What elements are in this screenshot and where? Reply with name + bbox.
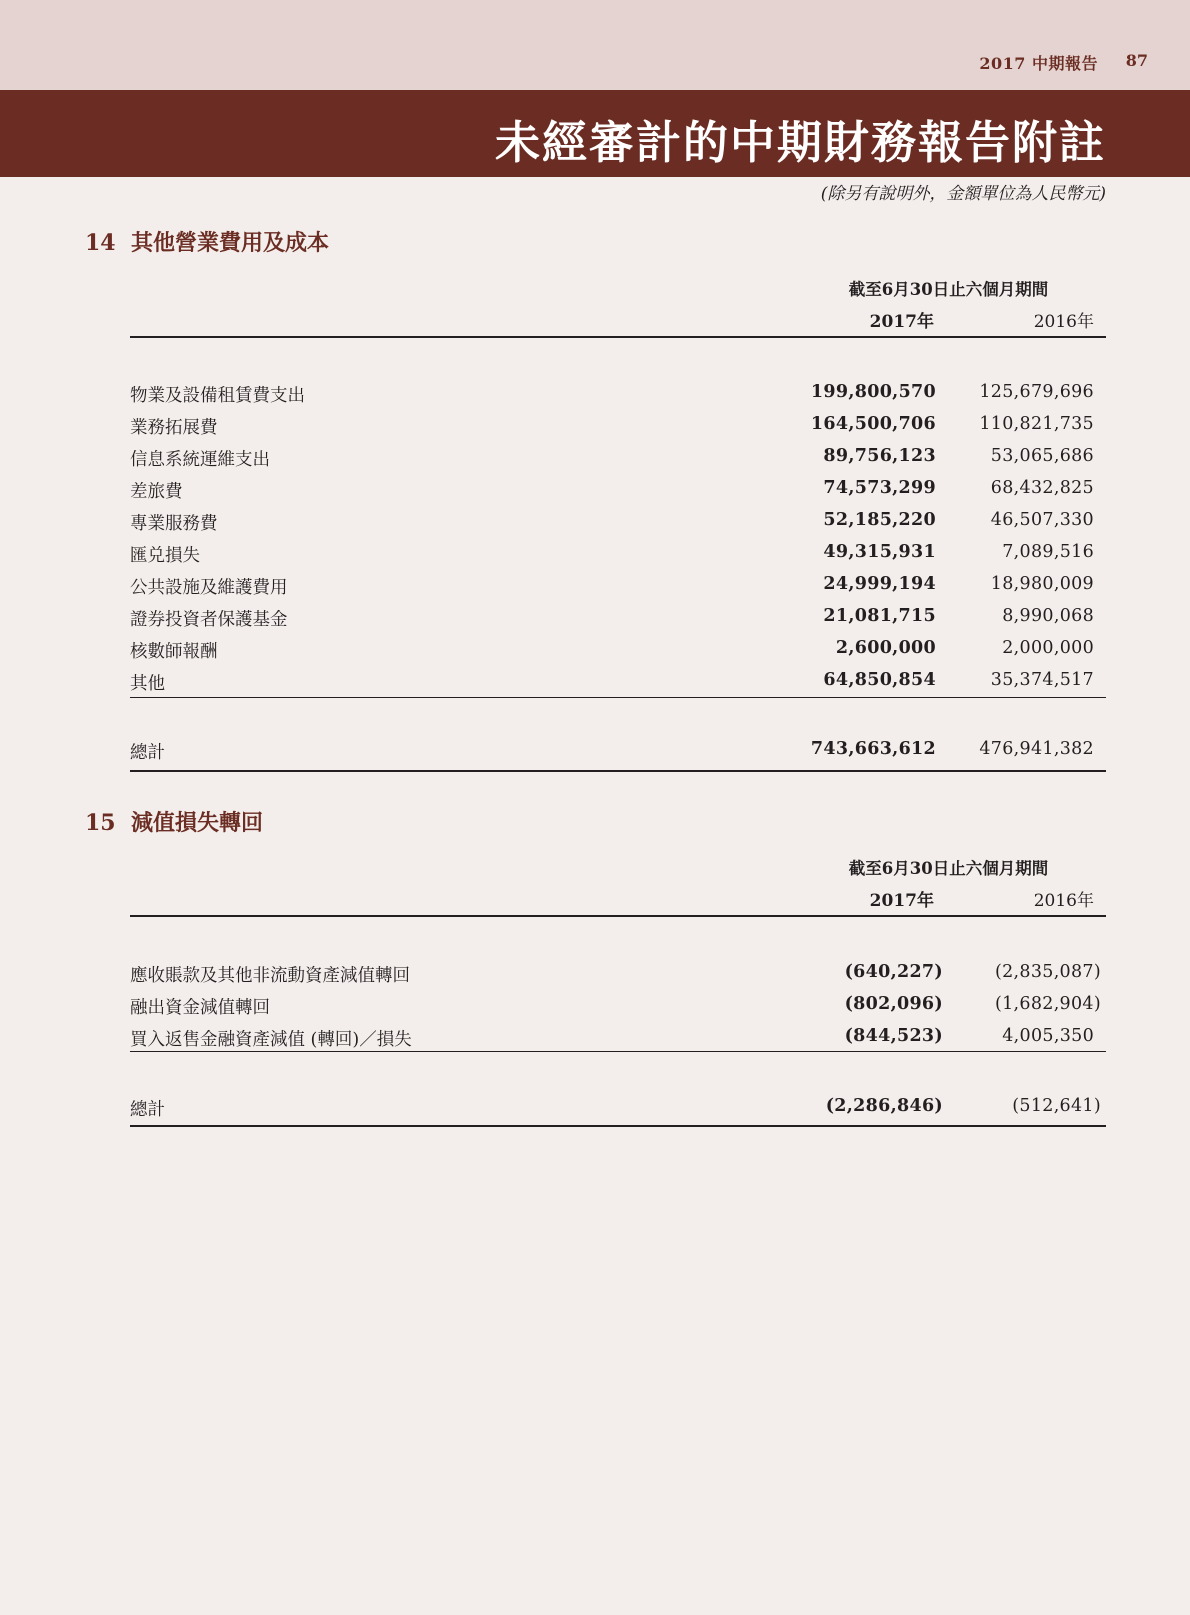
row-label: 差旅費 <box>130 482 183 502</box>
page-title: 未經審計的中期財務報告附註 <box>494 116 1106 169</box>
row-value-2016: 110,821,735 <box>979 414 1094 434</box>
row-value-2016: (2,835,087) <box>994 962 1101 982</box>
row-value-2016: 7,089,516 <box>1002 542 1094 562</box>
table-row <box>130 606 1106 634</box>
row-value-2017: (802,096) <box>844 994 943 1014</box>
section-14-heading <box>85 226 329 257</box>
table-row <box>130 542 1106 570</box>
section-15-subtotal-rule <box>130 1051 1106 1052</box>
section-14-period-header: 截至6月30日止六個月期間 <box>848 280 1049 299</box>
row-label: 物業及設備租賃費支出 <box>130 386 305 406</box>
table-row <box>130 638 1106 666</box>
row-label: 匯兑損失 <box>130 546 200 566</box>
section-15-total-rule <box>130 1125 1106 1127</box>
row-value-2017: 89,756,123 <box>823 446 936 466</box>
table-row <box>130 382 1106 410</box>
header-band <box>0 0 1190 90</box>
row-value-2017: 52,185,220 <box>823 510 936 530</box>
row-value-2016: 35,374,517 <box>990 670 1094 690</box>
row-value-2016: 18,980,009 <box>990 574 1094 594</box>
row-value-2016: 68,432,825 <box>990 478 1094 498</box>
page-number: 87 <box>1125 51 1148 70</box>
row-value-2017: 164,500,706 <box>810 414 936 434</box>
row-value-2017: 21,081,715 <box>823 606 936 626</box>
table-row <box>130 478 1106 506</box>
row-value-2016: 53,065,686 <box>990 446 1094 466</box>
section-15-title: 減值損失轉回 <box>131 810 264 836</box>
row-label: 核數師報酬 <box>130 642 218 662</box>
row-value-2016: 8,990,068 <box>1002 606 1094 626</box>
section-14-col-2017: 2017年 <box>869 312 934 332</box>
section-15-header-rule <box>130 915 1106 917</box>
row-value-2016: (1,682,904) <box>994 994 1101 1014</box>
row-value-2017: 64,850,854 <box>823 670 936 690</box>
table-row <box>130 574 1106 602</box>
row-value-2017: 24,999,194 <box>823 574 936 594</box>
row-label: 融出資金減值轉回 <box>130 998 270 1018</box>
row-value-2017: 49,315,931 <box>823 542 936 562</box>
table-row <box>130 670 1106 698</box>
unit-note: (除另有說明外，金額單位為人民幣元) <box>820 184 1106 204</box>
row-value-2017: (844,523) <box>844 1026 943 1046</box>
section-15-col-2016: 2016年 <box>1033 891 1094 911</box>
row-label: 業務拓展費 <box>130 418 218 438</box>
row-value-2017: 2,600,000 <box>835 638 936 658</box>
row-value-2016: 125,679,696 <box>979 382 1094 402</box>
row-value-2016: 4,005,350 <box>1002 1026 1094 1046</box>
total-label: 總計 <box>130 1100 165 1120</box>
total-2017: (2,286,846) <box>825 1096 943 1116</box>
table-row <box>130 510 1106 538</box>
section-14-col-2016: 2016年 <box>1033 312 1094 332</box>
title-band <box>0 90 1190 177</box>
section-15-period-header: 截至6月30日止六個月期間 <box>848 859 1049 878</box>
row-value-2017: 199,800,570 <box>810 382 936 402</box>
row-label: 其他 <box>130 674 165 694</box>
section-15-heading <box>85 806 263 837</box>
section-15-col-2017: 2017年 <box>869 891 934 911</box>
section-14-subtotal-rule <box>130 697 1106 698</box>
table-row <box>130 414 1106 442</box>
section-15-total-row <box>130 1096 1106 1124</box>
row-value-2016: 46,507,330 <box>990 510 1094 530</box>
table-row <box>130 446 1106 474</box>
total-2016: 476,941,382 <box>979 739 1094 759</box>
row-label: 專業服務費 <box>130 514 218 534</box>
total-2017: 743,663,612 <box>810 739 936 759</box>
row-label: 信息系統運維支出 <box>130 450 270 470</box>
row-label: 證券投資者保護基金 <box>130 610 288 630</box>
row-value-2016: 2,000,000 <box>1002 638 1094 658</box>
section-14-number: 14 <box>85 230 116 256</box>
report-label: 2017 中期報告 <box>979 54 1098 73</box>
total-2016: (512,641) <box>1012 1096 1101 1116</box>
row-label: 應收賬款及其他非流動資產減值轉回 <box>130 966 410 986</box>
row-value-2017: (640,227) <box>844 962 943 982</box>
total-label: 總計 <box>130 743 165 763</box>
table-row <box>130 1026 1106 1054</box>
table-row <box>130 994 1106 1022</box>
section-14-header-rule <box>130 336 1106 338</box>
section-15-number: 15 <box>85 810 116 836</box>
section-14-total-rule <box>130 770 1106 772</box>
row-label: 公共設施及維護費用 <box>130 578 288 598</box>
section-14-total-row <box>130 739 1106 767</box>
table-row <box>130 962 1106 990</box>
section-14-title: 其他營業費用及成本 <box>131 230 330 256</box>
row-label: 買入返售金融資產減值 (轉回)／損失 <box>130 1030 412 1050</box>
row-value-2017: 74,573,299 <box>823 478 936 498</box>
